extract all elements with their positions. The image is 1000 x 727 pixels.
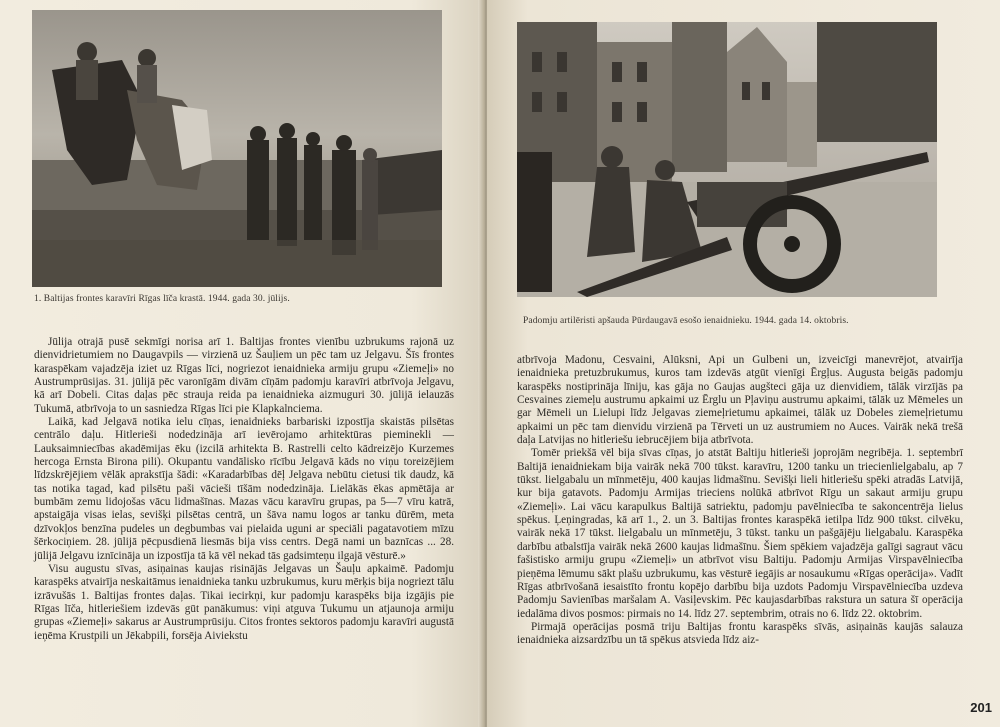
- right-paragraph: Tomēr priekšā vēl bija sīvas cīņas, jo atstāt Baltiju hitlerieši joprojām negribēja. 1. septembrī Baltijā ienaidniekam bija vairāk nekā 700 tūkst. karavīru, 1200 tanku un triecienlielgabalu, ap 7 tūkst. lielgabalu un mīnmetēju, 400 kaujas lidmašīnu. Sevišķi lieli hitleriešu spēki atradās Latvijā, kur bija gatavots. Padomju Armijas trieciens nolūkā atbrīvot Rīgu un sakaut armiju grupu «Ziemeļi». Lai vācu karapulkus Baltijā satriektu, padomju pavēlniecība te sakoncentrēja lielus spēkus. Ļeņingradas, kā arī 1., 2. un 3. Baltijas frontes karaspēkā ietilpa līdz 900 tūkst. cilvēku, vairāk nekā 17 tūkst. lielgabalu un mīnmetēju, 3 tūkst. tanku un pašgājēju lielgabalu. Karaspēka darbību atbalstīja vairāk nekā 2600 kaujas lidmašīnu. Šiem spēkiem vajadzēja galīgi sagraut vācu fašistisko armiju grupu «Ziemeļi» un atbrīvot visu Baltiju. Padomju Armijas Virspavēlniecība pieņēma lēmumu sākt plašu uzbrukumu, kas vēsturē iegājis ar nosaukumu «Rīgas operācija». Vadīt Rīgas atbrīvošanā iesaistīto frontu kopējo darbību bija uzdots Padomju Virspavēlniecība uzdeva Padomju Savienības maršalam A. Vasiļevskim. Pēc kaujasdarbības rakstura un satura šī operācija iedalāma divos posmos: pirmais no 14. līdz 27. septembrim, otrais no 6. līdz 22. oktobrim.: [517, 447, 963, 620]
- left-page: [0, 0, 484, 727]
- left-photo-caption: 1. Baltijas frontes karavīri Rīgas līča krastā. 1944. gada 30. jūlijs.: [34, 294, 290, 304]
- left-body-text: [34, 336, 454, 643]
- left-paragraph: Jūlija otrajā pusē sekmīgi norisa arī 1. Baltijas frontes vienību uzbrukums rajonā uz dienvidrietumiem no Daugavpils — virzienā uz Šauļiem un pēc tam uz Jelgavu. Šīs frontes karaspēkam vajadzēja iziet uz Rīgas līci, nogriezot ienaidnieka armiju grupu «Ziemeļi» no Austrumprūsijas. 31. jūlijā pēc varonīgām divām cīņām padomju karavīri atbrīvoja Jelgavu, kā arī Dobeli. Citas daļas pēc strauja reida pa ienaidnieka aizmuguri 30. jūlijā ielauzās Tukumā, atbrīvoja to un sasniedza Rīgas līci pie Klapkalnciema.: [34, 336, 454, 415]
- right-photo-caption: Padomju artilēristi apšauda Pūrdaugavā esošo ienaidnieku. 1944. gada 14. oktobris.: [523, 316, 849, 326]
- soldiers-on-shore-photo: [32, 10, 442, 287]
- left-paragraph: Laikā, kad Jelgavā notika ielu cīņas, ienaidnieks barbariski izpostīja skaistās pilsētas centrālo daļu. Hitlerieši nodedzināja arī ievērojamo arhitektūras pieminekli — Lauksaimniecības akadēmijas ēku (izcilā arhitekta B. Rastrelli celto kādreizējo Kurzemes hercoga Ernsta Birona pili). Okupantu vandālisko rīcību Jelgavā kāds no viņu toreizējiem līdzskrējējiem vēlāk aprakstīja šādi: «Karadarbības dēļ Jelgava nebūtu cietusi tik daudz, kā tas notika tagad, kad pilsētu paši vācieši tīšām nodedzināja. Lielākās ēkas apmētāja ar bumbām zemu lidojošas vācu lidmašīnas. Mazas vācu karavīru grupas, pa 5—7 vīru katrā, apstaigāja visas ielas, sevišķi pilsētas centrā, un šāva namu logos ar tanku dūrēm, meta dzīvokļos benzīna pudeles un degbumbas vai pielaida uguni ar speciāli pagatavotiem mīzu šērkociņiem. 28. jūlijā pēcpusdienā liesmās bija viss centrs. Degā nami un baznīcas ... 28. jūlijā Jelgavu iznīcināja un izpostīja tā kā vēl nekad tās gadsimteņu ilgajā vēsturē.»: [34, 416, 454, 562]
- right-paragraph: atbrīvoja Madonu, Cesvaini, Alūksni, Api un Gulbeni un, izveicīgi manevrējot, atvairīja ienaidnieka pretuzbrukumus, kuros tam izdevās atgūt vienīgi Ērgļus. Augusta beigās padomju karaspēks nostiprināja līniju, kas gāja no Gaujas augšteci gāja uz dienvidiem, tālāk virzījās pa Cesvaines ziemeļu austrumu apkaimi uz Ērglu un Pļaviņu austrumu apkaimi, tālāk uz Mēmeles un gar Mēmeli un Lielupi līdz Jelgavas ziemeļrietumu apkaimei, tālāk uz Dobeles ziemeļrietumu apkaimi un pēc tam dienvidu virzienā pa Tērveti un uz austrumiem no Auces. Vairāk nekā trešā daļa Latvijas no hitleriešu iebrucējiem bija atbrīvota.: [517, 354, 963, 447]
- right-body-text: [517, 354, 963, 648]
- artillery-photo-image: [517, 22, 937, 297]
- right-page: [487, 0, 1000, 727]
- page-number: 201: [970, 700, 992, 715]
- right-paragraph: Pirmajā operācijas posmā triju Baltijas frontu karaspēks sīvās, asiņainās kaujās salauza ienaidnieka aizsardzību un tā spēkus atsviedа līdz aiz-: [517, 620, 963, 647]
- left-paragraph: Visu augustu sīvas, asiņainas kaujas risinājās Jelgavas un Šauļu apkaimē. Padomju karaspēks atvairīja neskaitāmus ienaidnieka tanku uzbrukumus, kuru mērķis bija nogriezt tālu izrāvušās 1. Baltijas frontes daļas. Tikai iecirkņi, kur padomju karaspēks bija izgājis pie Rīgas līča, hitleriešiem izdevās gūt panākumus: viņi atguva Tukumu un atjaunoja armiju grupas «Ziemeļi» sakarus ar Austrumprūsiju. Citos frontes sektoros padomju karavīri augustā ieņēma Krustpili un Jēkabpili, forsēja Aiviekstu: [34, 562, 454, 642]
- artillery-photo: [517, 22, 937, 297]
- soldiers-photo-image: [32, 10, 442, 287]
